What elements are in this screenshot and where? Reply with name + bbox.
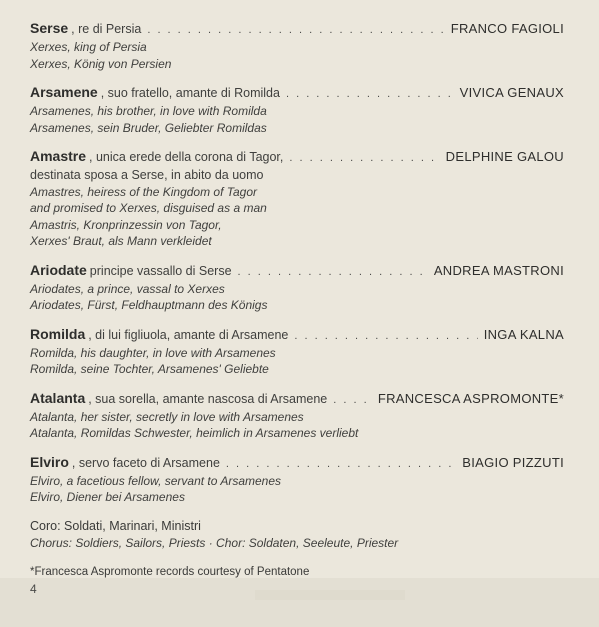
role-name: Serse [30,20,69,36]
chorus-translation: Chorus: Soldiers, Sailors, Priests · Chor: Soldaten, Seeleute, Priester [30,535,399,550]
role-description: , sua sorella, amante nascosa di Arsamene [88,391,328,406]
cast-entry-amastre [30,148,564,250]
role-description: , servo faceto di Arsamene [71,455,220,470]
page-number: 4 [30,582,37,596]
singer-name: FRANCESCA ASPROMONTE* [377,390,564,406]
translation-de: Elviro, Diener bei Arsamenes [30,490,185,504]
translation-en: Ariodates, a prince, vassal to Xerxes [30,281,225,296]
role-name: Ariodate [30,261,87,278]
singer-name: INGA KALNA [483,326,564,342]
translation-en: Romilda, his daughter, in love with Arsamenes [30,345,276,360]
role-name: Romilda [30,325,86,342]
translation-de: Arsamenes, sein Bruder, Geliebter Romildas [30,120,267,135]
leader-dots [333,392,372,409]
role-name: Atalanta [30,389,86,406]
role-description: , unica erede della corona di Tagor, [89,150,284,164]
translation-de: Xerxes, König von Persien [30,56,172,71]
chorus-entry [30,518,564,552]
translation-en: Elviro, a facetious fellow, servant to Arsamenes [30,473,282,488]
singer-name: ANDREA MASTRONI [433,262,564,278]
role-name: Amastre [30,148,87,164]
translation-de: Amastris, Kronprinzessin von Tagor, [30,217,222,232]
translation-en: and promised to Xerxes, disguised as a man [30,201,267,215]
translation-en: Arsamenes, his brother, in love with Romilda [30,104,267,118]
translation-en: Xerxes, king of Persia [30,40,147,54]
bottom-band [0,578,599,627]
role-description: , di lui figliuola, amante di Arsamene [88,327,289,342]
cast-entry-arsamene [30,84,564,136]
singer-name: BIAGIO PIZZUTI [462,454,564,470]
role-description: , suo fratello, amante di Romilda [100,86,280,100]
role-description: , re di Persia [71,22,142,36]
leader-dots [238,264,428,281]
singer-name: VIVICA GENAUX [459,85,564,100]
footnote: *Francesca Aspromonte records courtesy of Pentatone [30,566,310,578]
leader-dots [226,456,456,473]
role-name: Arsamene [30,84,98,100]
translation-en: Amastres, heiress of the Kingdom of Tagor [30,184,258,199]
leader-dots [286,86,454,103]
leader-dots [289,150,439,167]
cast-entry-serse [30,20,564,72]
singer-name: DELPHINE GALOU [445,149,564,164]
faint-bleed-through [255,590,405,600]
role-name: Elviro [30,453,69,470]
role-description: principe vassallo di Serse [89,263,232,278]
cast-entry-atalanta [30,390,564,442]
translation-de: Atalanta, Romildas Schwester, heimlich in Arsamenes verliebt [30,426,359,440]
translation-de: Romilda, seine Tochter, Arsamenes' Geliebte [30,362,269,376]
singer-name: FRANCO FAGIOLI [450,21,564,36]
leader-dots [294,328,477,345]
role-description-continued: destinata sposa a Serse, in abito da uomo [30,168,264,182]
cast-entry-ariodate [30,262,564,314]
cast-entry-elviro [30,454,564,506]
leader-dots [147,22,444,39]
chorus-italian: Coro: Soldati, Marinari, Ministri [30,518,201,533]
translation-de: Ariodates, Fürst, Feldhauptmann des Königs [30,298,268,312]
translation-de: Xerxes' Braut, als Mann verkleidet [30,234,212,248]
cast-entry-romilda [30,326,564,378]
translation-en: Atalanta, her sister, secretly in love with Arsamenes [30,409,304,424]
cast-list [30,20,564,580]
